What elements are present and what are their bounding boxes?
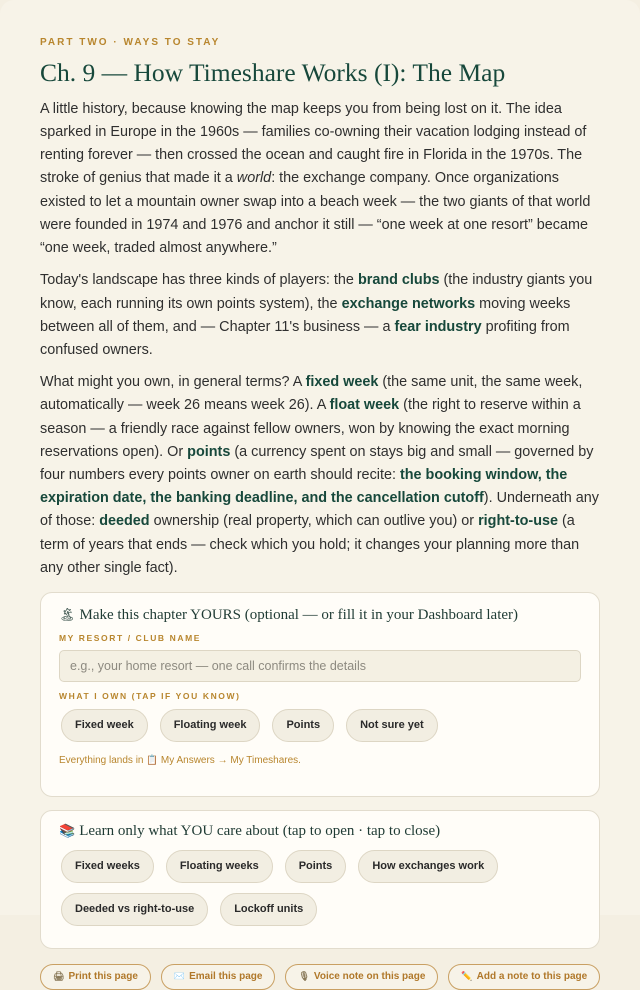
email-icon: ✉️: [173, 971, 186, 982]
topic-how-exchanges-work[interactable]: How exchanges work: [358, 850, 498, 883]
option-points[interactable]: Points: [272, 709, 334, 742]
option-floating-week[interactable]: Floating week: [160, 709, 261, 742]
resort-name-input[interactable]: [59, 650, 581, 682]
what-i-own-label: WHAT I OWN (TAP IF YOU KNOW): [59, 690, 241, 701]
ownership-options: [59, 709, 581, 742]
learn-card: [40, 810, 600, 949]
add-note-button[interactable]: ✏️ Add a note to this page: [448, 964, 600, 990]
page-title: Ch. 9 — How Timeshare Works (I): The Map: [40, 58, 506, 87]
island-icon: 🏝: [59, 607, 76, 623]
microphone-icon: 🎙: [298, 971, 310, 982]
voice-note-button[interactable]: 🎙 Voice note on this page: [285, 964, 438, 990]
topic-points[interactable]: Points: [285, 850, 347, 883]
topic-fixed-weeks[interactable]: Fixed weeks: [61, 850, 154, 883]
ownership-paragraph: What might you own, in general terms? A fixed week (the same unit, the same week, automatically — week 26 means week 26). A float week (the right to reserve within a season — a friendly race against fellow owners, won by knowing the exact morning reservations open). Or points (a currency spent on stays big and small — governed by four numbers every points owner on earth should recite: the booking window, the expiration date, the banking deadline, and the cancellation cutoff). Underneath any of those: deeded ownership (real property, which can outlive you) or right-to-use (a term of years that ends — check which you hold; it changes your planning more than any other single fact).: [40, 374, 599, 576]
section-kicker: PART TWO · WAYS TO STAY: [40, 37, 221, 48]
print-page-button[interactable]: 🖨 Print this page: [40, 964, 151, 990]
option-fixed-week[interactable]: Fixed week: [61, 709, 148, 742]
email-page-button[interactable]: ✉️ Email this page: [161, 964, 276, 990]
answers-note: Everything lands in 📋 My Answers → My Timeshares.: [59, 754, 301, 766]
resort-name-label: MY RESORT / CLUB NAME: [59, 632, 202, 643]
topic-deeded-vs-right-to-use[interactable]: Deeded vs right-to-use: [61, 893, 208, 926]
clipboard-icon: 📋: [146, 754, 159, 766]
learn-title: 📚 Learn only what YOU care about (tap to open · tap to close): [59, 822, 441, 839]
books-icon: 📚: [59, 823, 76, 839]
personalize-card: [40, 592, 600, 797]
topic-list: [59, 850, 581, 926]
history-paragraph: A little history, because knowing the map keeps you from being lost on it. The idea sparked in Europe in the 1960s — families co-owning their vacation lodging instead of renting forever — then crossed the ocean and caught fire in Florida in the 1970s. The stroke of genius that made it a world: the exchange company. Once organizations existed to let a mountain owner swap into a beach week — the two giants of that world were founded in 1974 and 1976 and anchor it still — “one week at one resort” became “one week, traded almost anywhere.”: [40, 100, 591, 257]
option-not-sure-yet[interactable]: Not sure yet: [346, 709, 438, 742]
printer-icon: 🖨: [53, 971, 65, 982]
page-actions: [40, 964, 600, 990]
topic-floating-weeks[interactable]: Floating weeks: [166, 850, 273, 883]
personalize-title: 🏝 Make this chapter YOURS (optional — or fill it in your Dashboard later): [59, 606, 519, 623]
landscape-paragraph: Today's landscape has three kinds of players: the brand clubs (the industry giants you know, each running its own points system), the exchange networks moving weeks between all of them, and — Chapter 11's business — a fear industry profiting from confused owners.: [40, 272, 593, 358]
pencil-icon: ✏️: [461, 971, 473, 982]
topic-lockoff-units[interactable]: Lockoff units: [220, 893, 317, 926]
